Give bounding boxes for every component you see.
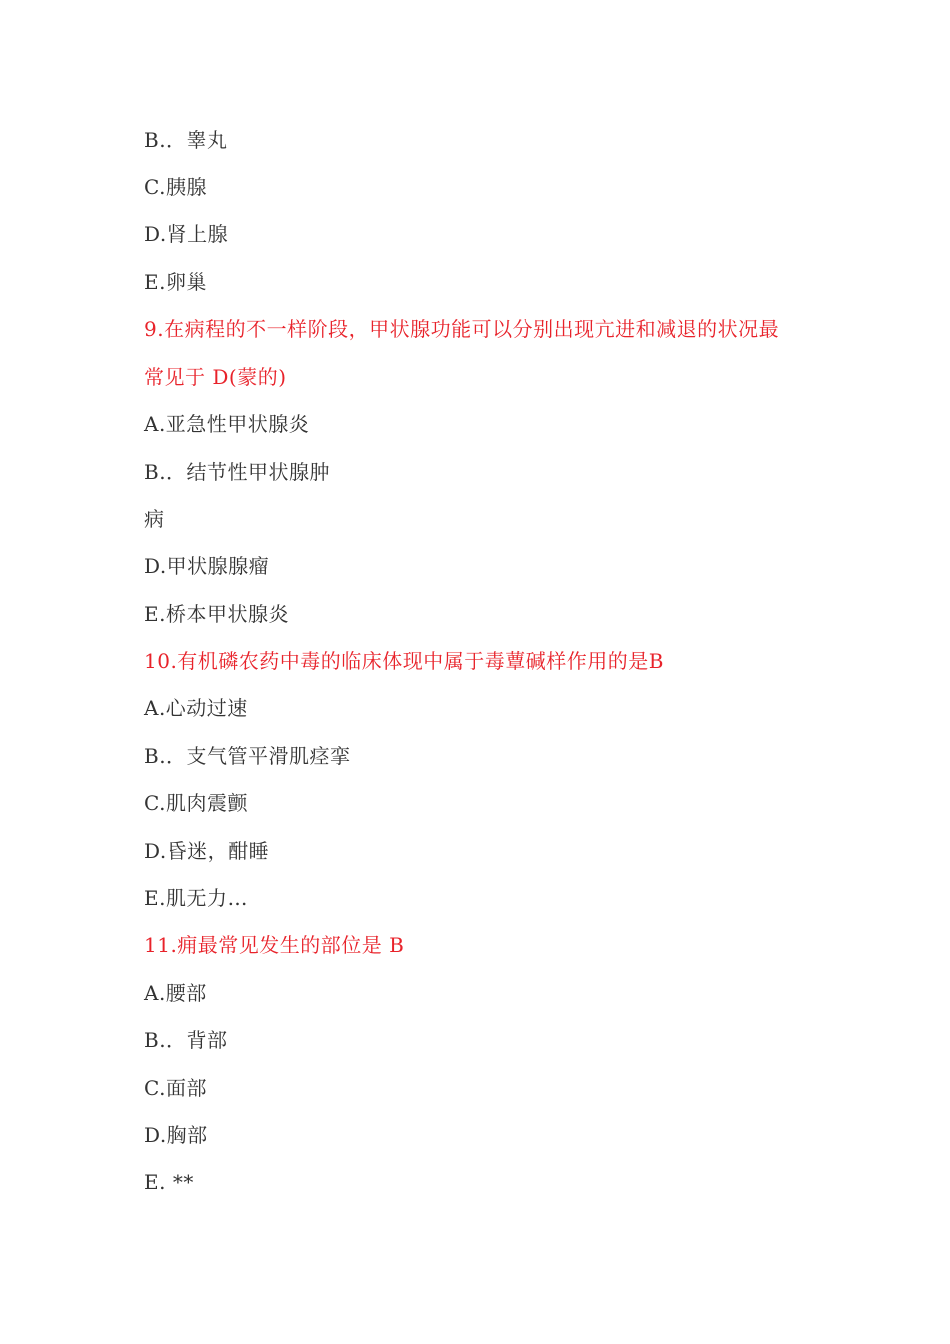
q10-option-b: B.．支气管平滑肌痉挛 bbox=[144, 744, 351, 768]
question-10: 10.有机磷农药中毒的临床体现中属于毒蕈碱样作用的是B bbox=[144, 649, 665, 673]
q11-option-b: B.．背部 bbox=[144, 1028, 228, 1052]
question-11: 11.痈最常见发生的部位是 B bbox=[144, 933, 405, 957]
q10-option-d: D.昏迷，酣睡 bbox=[144, 839, 270, 863]
option-e-ovary: E.卵巢 bbox=[144, 270, 207, 294]
q9-option-b-continued: 病 bbox=[144, 507, 165, 531]
q11-option-d: D.胸部 bbox=[144, 1123, 208, 1147]
q10-option-a: A.心动过速 bbox=[144, 696, 248, 720]
q10-option-c: C.肌肉震颤 bbox=[144, 791, 248, 815]
question-9-line-2: 常见于 D(蒙的) bbox=[144, 365, 287, 389]
q11-option-a: A.腰部 bbox=[144, 981, 207, 1005]
q9-option-e: E.桥本甲状腺炎 bbox=[144, 602, 289, 626]
q11-option-c: C.面部 bbox=[144, 1076, 207, 1100]
q11-option-e: E. ** bbox=[144, 1170, 194, 1194]
q10-option-e: E.肌无力… bbox=[144, 886, 248, 910]
q9-option-a: A.亚急性甲状腺炎 bbox=[144, 412, 310, 436]
question-9-line-1: 9.在病程的不一样阶段，甲状腺功能可以分别出现亢进和减退的状况最 bbox=[144, 317, 780, 341]
q9-option-d: D.甲状腺腺瘤 bbox=[144, 554, 270, 578]
option-c-pancreas: C.胰腺 bbox=[144, 175, 207, 199]
option-d-adrenal: D.肾上腺 bbox=[144, 222, 229, 246]
option-b-testis: B.．睾丸 bbox=[144, 128, 228, 152]
q9-option-b: B.．结节性甲状腺肿 bbox=[144, 460, 331, 484]
